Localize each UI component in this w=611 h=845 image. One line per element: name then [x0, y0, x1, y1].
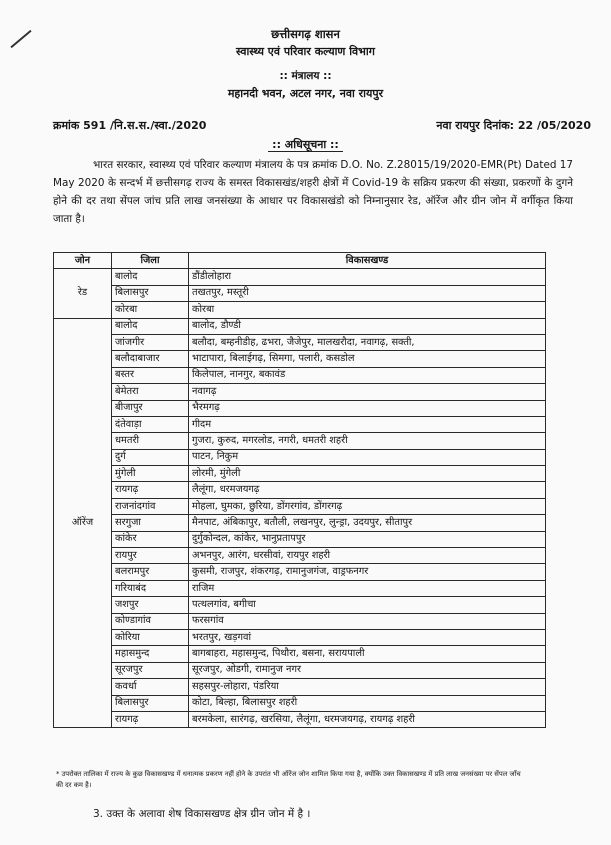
- district-cell: धमतरी: [112, 433, 189, 449]
- district-cell: बिलासपुर: [112, 285, 189, 301]
- district-cell: सरगुजा: [112, 515, 189, 531]
- blocks-cell: अभनपुर, आरंग, धरसीवां, रायपुर शहरी: [189, 548, 546, 564]
- table-row: [54, 285, 546, 301]
- district-cell: दुर्ग: [112, 449, 189, 465]
- table-row: [54, 269, 546, 285]
- notification-paragraph: [53, 156, 573, 228]
- blocks-cell: सूरजपुर, ओडगी, रामानुज नगर: [189, 662, 546, 678]
- header-zone: जोन: [54, 253, 112, 269]
- table-row: [54, 679, 546, 695]
- paragraph-text: भारत सरकार, स्वास्थ्य एवं परिवार कल्याण मंत्रालय के पत्र क्रमांक D.O. No. Z.28015/19/2020-EMR(Pt) Dated 17 May 2020 के सन्दर्भ में छत्तीसगढ़ राज्य के समस्त विकासखंड/शहरी क्षेत्रों में Covid-19 के सक्रिय प्रकरण की संख्या, प्रकरणों के दुगने होने की दर तथा सेंपल जांच प्रति लाख जनसंख्या के आधार पर विकासखंडो को निम्नानुसार रेड, ऑरेंज और ग्रीन जोन में वर्गीकृत किया जाता है।: [53, 159, 573, 225]
- district-cell: बस्तर: [112, 367, 189, 383]
- footnote: * उपरोक्त तालिका में राज्य के कुछ विकासखण्ड में धनात्मक प्रकरण नहीं होने के उपरांत भी ऑरेंज जोन शामिल किया गया है, क्योंकि उक्त विकासखण्ड में प्रति लाख जनसंख्या पर सेंपल जाँच की दर कम है।: [56, 770, 521, 789]
- table-row: [54, 433, 546, 449]
- blocks-cell: मैनपाट, अंबिकापुर, बतौली, लखनपुर, लुन्ड्रा, उदयपुर, सीतापुर: [189, 515, 546, 531]
- address-heading: महानदी भवन, अटल नगर, नवा रायपुर: [227, 87, 384, 100]
- orange-zone-label: ऑरेंज: [54, 318, 112, 728]
- blocks-cell: बालोद, डौण्डी: [189, 318, 546, 334]
- table-row: [54, 564, 546, 580]
- reference-number: क्रमांक 591 /नि.स.स./स्वा./2020: [53, 119, 207, 132]
- table-row: [54, 662, 546, 678]
- table-row: [54, 548, 546, 564]
- district-cell: बलरामपुर: [112, 564, 189, 580]
- district-cell: राजनांदगांव: [112, 498, 189, 514]
- header-blocks: विकासखण्ड: [189, 253, 546, 269]
- blocks-cell: राजिम: [189, 580, 546, 596]
- district-cell: महासमुन्द: [112, 646, 189, 662]
- table-row: [54, 482, 546, 498]
- table-row: [54, 580, 546, 596]
- table-row: [54, 367, 546, 383]
- blocks-cell: बरमकेला, सारंगढ़, खरसिया, लैलूंगा, धरमजयगढ़, रायगढ़ शहरी: [189, 711, 546, 727]
- table-row: [54, 351, 546, 367]
- blocks-cell: गीदम: [189, 416, 546, 432]
- blocks-cell: भैरमगढ़: [189, 400, 546, 416]
- table-row: [54, 629, 546, 645]
- table-row: [54, 498, 546, 514]
- district-cell: बीजापुर: [112, 400, 189, 416]
- blocks-cell: गुजरा, कुरुद, मगरलोड, नगरी, धमतरी शहरी: [189, 433, 546, 449]
- ministry-heading: :: मंत्रालय ::: [279, 70, 332, 82]
- table-row: [54, 302, 546, 318]
- district-cell: सूरजपुर: [112, 662, 189, 678]
- blocks-cell: सहसपुर-लोहारा, पंडरिया: [189, 679, 546, 695]
- blocks-cell: कोटा, बिल्हा, बिलासपुर शहरी: [189, 695, 546, 711]
- table-row: [54, 449, 546, 465]
- district-cell: कोरबा: [112, 302, 189, 318]
- district-cell: जांजगीर: [112, 334, 189, 350]
- district-cell: गरियाबंद: [112, 580, 189, 596]
- green-zone-note: 3. उक्त के अलावा शेष विकासखण्ड क्षेत्र ग्रीन जोन में है ।: [93, 808, 311, 820]
- district-cell: जशपुर: [112, 597, 189, 613]
- blocks-cell: पत्थलगांव, बगीचा: [189, 597, 546, 613]
- district-cell: कवर्धा: [112, 679, 189, 695]
- header-district: जिला: [112, 253, 189, 269]
- notice-title: [0, 137, 611, 152]
- district-cell: मुंगेली: [112, 466, 189, 482]
- district-cell: बालोद: [112, 318, 189, 334]
- table-row: [54, 466, 546, 482]
- blocks-cell: कोरबा: [189, 302, 546, 318]
- blocks-cell: किलेपाल, नानगुर, बकावंड: [189, 367, 546, 383]
- district-cell: बेमेतरा: [112, 384, 189, 400]
- table-row: [54, 416, 546, 432]
- district-cell: रायगढ़: [112, 482, 189, 498]
- red-zone-label: रेड: [54, 269, 112, 318]
- table-row: [54, 318, 546, 334]
- table-row: [54, 597, 546, 613]
- table-row: [54, 613, 546, 629]
- blocks-cell: फरसगांव: [189, 613, 546, 629]
- district-cell: बालोद: [112, 269, 189, 285]
- blocks-cell: पाटन, निकुम: [189, 449, 546, 465]
- table-row: [54, 646, 546, 662]
- blocks-cell: बागबाहरा, महासमुन्द, पिथौरा, बसना, सरायपाली: [189, 646, 546, 662]
- table-body: [54, 269, 546, 728]
- table-row: [54, 695, 546, 711]
- table-row: [54, 334, 546, 350]
- district-cell: कोण्डागांव: [112, 613, 189, 629]
- district-cell: रायगढ़: [112, 711, 189, 727]
- blocks-cell: नवागढ़: [189, 384, 546, 400]
- table-row: [54, 384, 546, 400]
- reference-date: नवा रायपुर दिनांक: 22 /05/2020: [436, 119, 591, 132]
- table-row: [54, 531, 546, 547]
- department-heading: स्वास्थ्य एवं परिवार कल्याण विभाग: [236, 45, 375, 58]
- blocks-cell: कुसमी, राजपुर, शंकरगढ़, रामानुजगंज, वाड्रफनगर: [189, 564, 546, 580]
- table-row: [54, 400, 546, 416]
- notice-title-text: :: अधिसूचना ::: [268, 138, 343, 152]
- blocks-cell: दुर्गुकोन्दल, कांकेर, भानुप्रतापपुर: [189, 531, 546, 547]
- district-cell: रायपुर: [112, 548, 189, 564]
- district-cell: कोरिया: [112, 629, 189, 645]
- district-cell: कांकेर: [112, 531, 189, 547]
- reference-line: [53, 118, 591, 133]
- government-heading: छत्तीसगढ़ शासन: [271, 27, 340, 41]
- blocks-cell: तखतपुर, मस्तूरी: [189, 285, 546, 301]
- district-cell: बलौदाबाजार: [112, 351, 189, 367]
- blocks-cell: भाटापारा, बिलाईगढ़, सिमगा, पलारी, कसडोल: [189, 351, 546, 367]
- table-row: [54, 711, 546, 727]
- table-header-row: [54, 253, 546, 269]
- blocks-cell: लोरमी, मुंगेली: [189, 466, 546, 482]
- blocks-cell: मोहला, घुमका, छुरिया, डोंगरगांव, डोंगरगढ़: [189, 498, 546, 514]
- blocks-cell: डौंडीलोहारा: [189, 269, 546, 285]
- district-cell: दंतेवाड़ा: [112, 416, 189, 432]
- blocks-cell: लैलूंगा, धरमजयगढ़: [189, 482, 546, 498]
- table-row: [54, 515, 546, 531]
- zone-table: [53, 252, 546, 728]
- district-cell: बिलासपुर: [112, 695, 189, 711]
- blocks-cell: भरतपुर, खड़गवां: [189, 629, 546, 645]
- blocks-cell: बलौदा, बम्हनीडीह, ढभरा, जैजेपुर, मालखरौदा, नवागढ़, सक्ती,: [189, 334, 546, 350]
